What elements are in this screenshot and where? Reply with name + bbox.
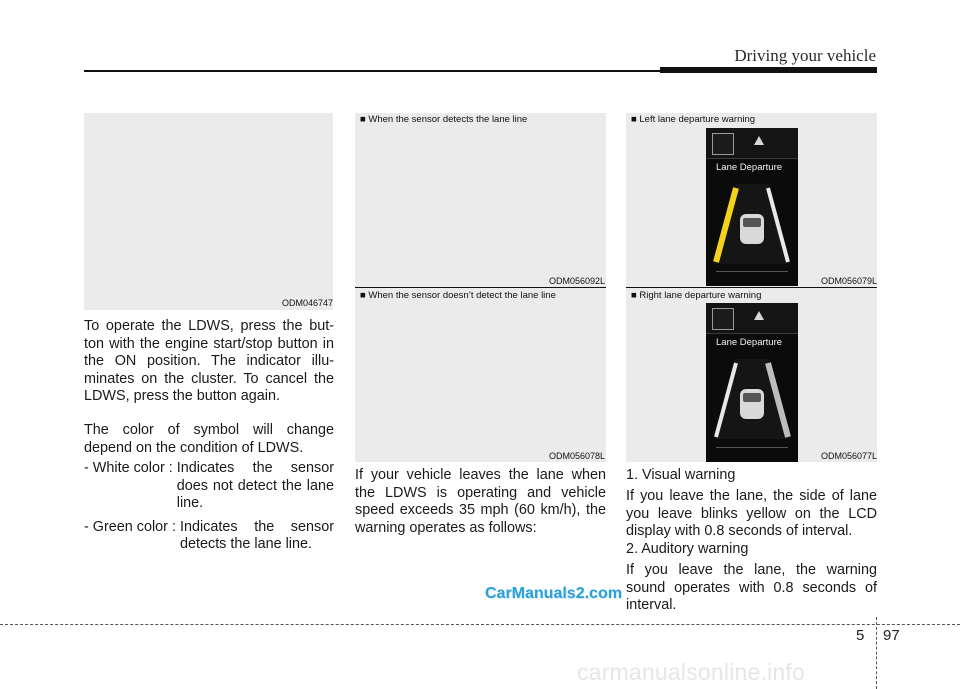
lcd-bottom-bar <box>716 271 788 272</box>
visual-warning-heading: 1. Visual warning <box>626 467 736 483</box>
visual-warning-text: If you leave the lane, the side of lane you leave blinks yellow on the LCD display with 0.8 seconds of interval. <box>626 488 877 539</box>
warning-triangle-icon <box>754 311 764 320</box>
figure-caption: ■ When the sensor detects the lane line <box>360 114 528 125</box>
lcd-status-bar <box>706 128 798 159</box>
list-item <box>84 460 334 513</box>
figure-sensor-detects <box>355 113 606 287</box>
auditory-warning-text: If you leave the lane, the warning sound operates with 0.8 seconds of interval. <box>626 562 877 613</box>
lcd-display-right-warning <box>706 303 798 462</box>
lcd-indicator-square <box>712 308 734 330</box>
list-item <box>84 519 334 554</box>
auditory-warning-heading: 2. Auditory warning <box>626 541 749 557</box>
warning-intro-paragraph: If your vehicle leaves the lane when the LDWS is operating and vehicle speed exceeds 35 mph (60 km/h), the warning operates as follows: <box>355 467 606 536</box>
figure-code: ODM056078L <box>548 451 605 461</box>
figure-caption: ■ Right lane departure warning <box>631 290 762 301</box>
symbol-color-paragraph: The color of symbol will change depend on the condition of LDWS. <box>84 422 334 456</box>
list-text: Indicates the sensor detects the lane line. <box>179 518 334 552</box>
warning-triangle-icon <box>754 136 764 145</box>
page-number: 97 <box>883 627 900 644</box>
ldws-operation-paragraph: To operate the LDWS, press the but-ton with the engine start/stop button in the ON position. The indicator illu-minates on the cluster. To cancel the LDWS, press the button again. <box>84 318 334 404</box>
lcd-indicator-square <box>712 133 734 155</box>
figure-code: ODM056092L <box>548 276 605 286</box>
header-rule-accent <box>660 67 877 73</box>
figure-code: ODM056077L <box>820 451 877 461</box>
figure-ldws-button <box>84 113 333 310</box>
lane-departure-graphic <box>706 359 798 439</box>
lcd-status-bar <box>706 303 798 334</box>
color-list <box>84 460 334 554</box>
lane-departure-graphic <box>706 184 798 264</box>
figure-code: ODM046747 <box>281 298 333 308</box>
lcd-bottom-bar <box>716 447 788 448</box>
watermark-link[interactable]: CarManuals2.com <box>485 585 622 602</box>
list-text: Indicates the sensor does not detect the lane line. <box>176 460 334 511</box>
figure-code: ODM056079L <box>820 276 877 286</box>
figure-caption: ■ When the sensor doesn’t detect the lane line <box>360 290 556 301</box>
section-title: Driving your vehicle <box>734 46 876 65</box>
header-rule <box>84 70 664 72</box>
lcd-title: Lane Departure <box>716 162 783 173</box>
list-label: - Green color : <box>84 518 180 535</box>
lcd-display-left-warning <box>706 128 798 286</box>
watermark-footer: carmanualsonline.info <box>577 659 805 685</box>
lcd-title: Lane Departure <box>716 337 783 348</box>
chapter-number: 5 <box>856 627 865 644</box>
figure-caption: ■ Left lane departure warning <box>631 114 756 125</box>
figure-sensor-not-detect <box>355 288 606 462</box>
footer-rule <box>0 624 960 625</box>
list-label: - White color : <box>84 460 177 476</box>
footer-divider <box>876 617 877 689</box>
